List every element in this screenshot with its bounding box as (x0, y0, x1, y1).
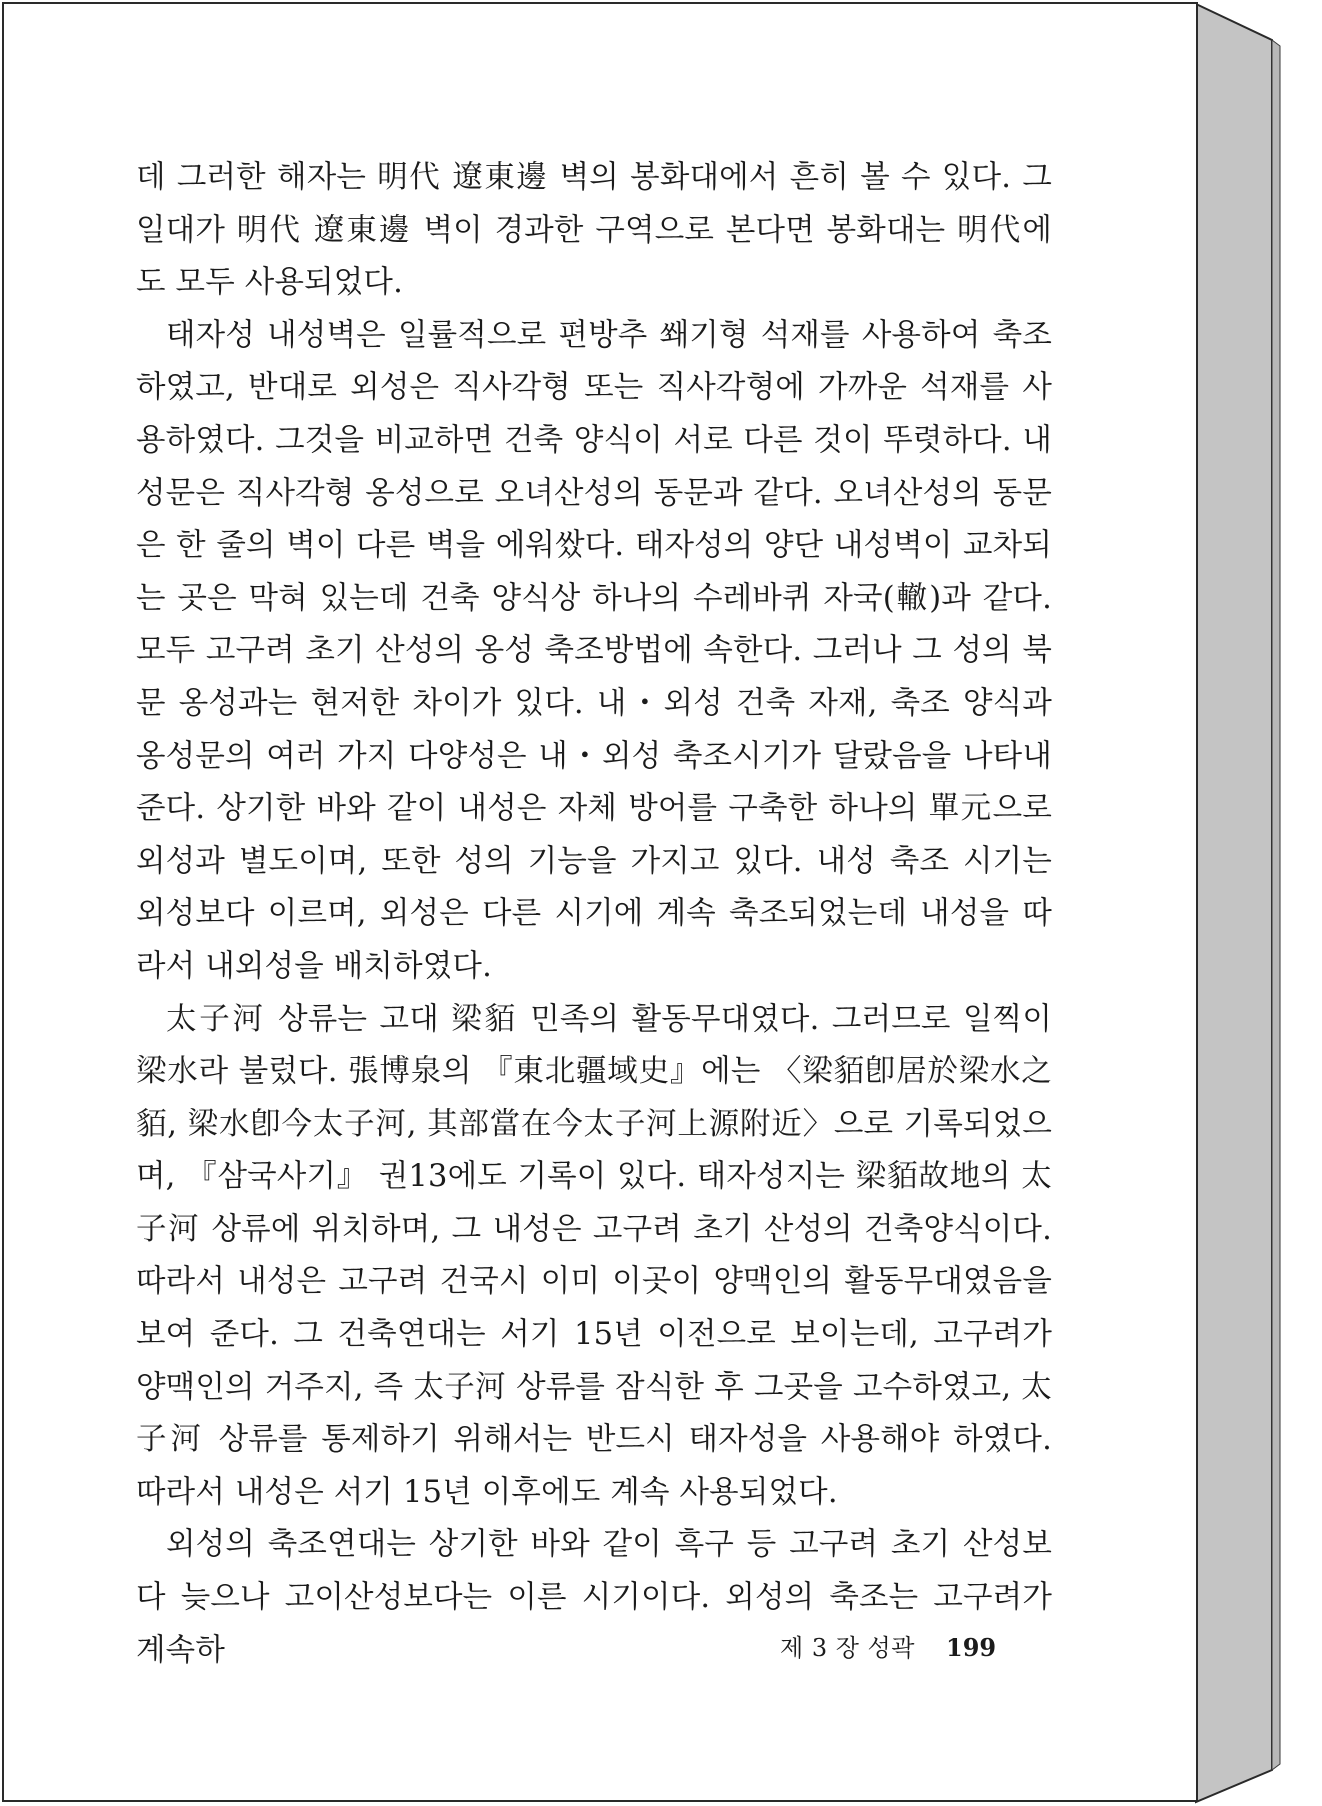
chapter-title: 제 3 장 성곽 (780, 1634, 915, 1662)
page-footer (780, 1628, 1080, 1663)
paragraph: 외성의 축조연대는 상기한 바와 같이 흑구 등 고구려 초기 산성보다 늦으나 고이산성보다는 이른 시기이다. 외성의 축조는 고구려가 계속하 (136, 1527, 1052, 1668)
page-body (136, 152, 1052, 1677)
paragraph: 데 그러한 해자는 明代 遼東邊 벽의 봉화대에서 흔히 볼 수 있다. 그 일대가 明代 遼東邊 벽이 경과한 구역으로 본다면 봉화대는 明代에도 모두 사용되었다. (136, 160, 1052, 301)
paragraph: 太子河 상류는 고대 梁貊 민족의 활동무대였다. 그러므로 일찍이 梁水라 불렀다. 張博泉의 『東北疆域史』에는 〈梁貊卽居於梁水之貊, 梁水卽今太子河, 其部當在今太子河上源附近〉으로 기록되었으며, 『삼국사기』 권13에도 기록이 있다. 태자성지는 梁貊故地의 太子河 상류에 위치하며, 그 내성은 고구려 초기 산성의 건축양식이다. 따라서 내성은 고구려 건국시 이미 이곳이 양맥인의 활동무대였음을 보여 준다. 그 건축연대는 서기 15년 이전으로 보이는데, 고구려가 양맥인의 거주지, 즉 太子河 상류를 잠식한 후 그곳을 고수하였고, 太子河 상류를 통제하기 위해서는 반드시 태자성을 사용해야 하였다. 따라서 내성은 서기 15년 이후에도 계속 사용되었다. (136, 1001, 1052, 1510)
page-number: 199 (946, 1633, 997, 1662)
paragraph: 태자성 내성벽은 일률적으로 편방추 쐐기형 석재를 사용하여 축조하였고, 반대로 외성은 직사각형 또는 직사각형에 가까운 석재를 사용하였다. 그것을 비교하면 건축 양식이 서로 다른 것이 뚜렷하다. 내성문은 직사각형 옹성으로 오녀산성의 동문과 같다. 오녀산성의 동문은 한 줄의 벽이 다른 벽을 에워쌌다. 태자성의 양단 내성벽이 교차되는 곳은 막혀 있는데 건축 양식상 하나의 수레바퀴 자국(轍)과 같다. 모두 고구려 초기 산성의 옹성 축조방법에 속한다. 그러나 그 성의 북문 옹성과는 현저한 차이가 있다. 내・외성 건축 자재, 축조 양식과 옹성문의 여러 가지 다양성은 내・외성 축조시기가 달랐음을 나타내 준다. 상기한 바와 같이 내성은 자체 방어를 구축한 하나의 單元으로 외성과 별도이며, 또한 성의 기능을 가지고 있다. 내성 축조 시기는 외성보다 이르며, 외성은 다른 시기에 계속 축조되었는데 내성을 따라서 내외성을 배치하였다. (136, 317, 1052, 984)
